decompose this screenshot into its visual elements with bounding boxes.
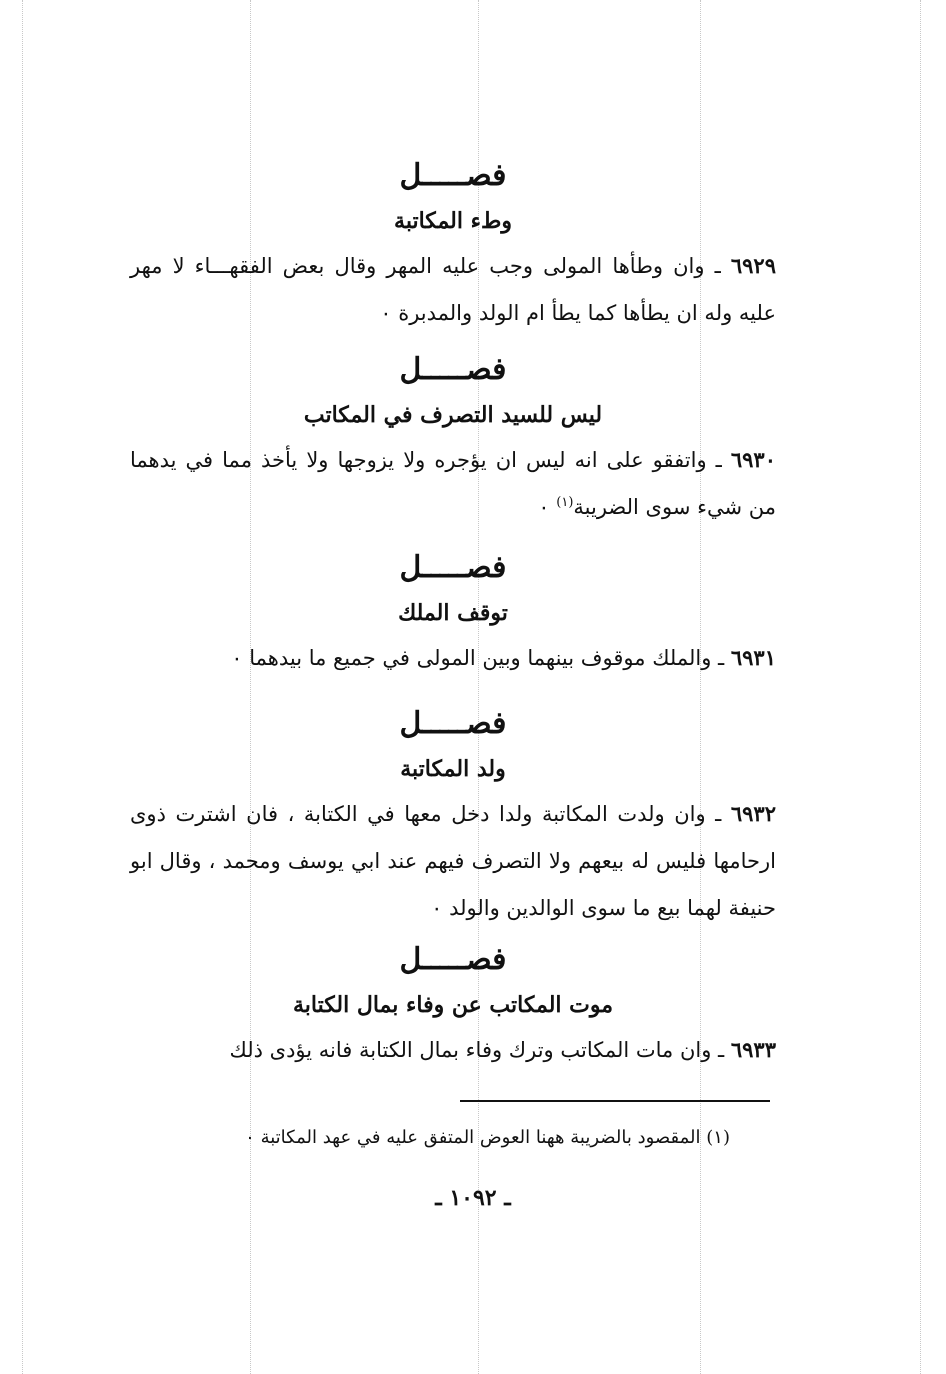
footnote [130,1120,730,1156]
paragraph-text: ـ وان مات المكاتب وترك وفاء بمال الكتابة فانه يؤدى ذلك [229,1038,731,1062]
section-master-no-disposal [130,352,776,531]
section-title: ليس للسيد التصرف في المكاتب [303,402,603,428]
section-title: موت المكاتب عن وفاء بمال الكتابة [292,992,614,1018]
paragraph-number: ٦٩٣٢ [730,801,776,826]
section-heading: فصـــــل [399,550,507,585]
paragraph [130,790,776,932]
section-heading: فصـــــل [399,158,507,193]
page-number: ـ ١٠٩٢ ـ [435,1185,511,1211]
section-title: ولد المكاتبة [400,756,506,782]
section-death-of-mukatab [130,942,776,1074]
section-heading: فصـــــل [399,942,507,977]
section-suspended-ownership [130,550,776,682]
paragraph [130,436,776,531]
footnote-separator [460,1100,770,1102]
footnote-marker: (١) [706,1127,730,1148]
paragraph-number: ٦٩٣٠ [730,447,776,472]
section-mukataba-intercourse [130,158,776,337]
paragraph-text: ـ والملك موقوف بينهما وبين المولى في جميع ما بيدهما ٠ [231,646,731,670]
section-heading: فصـــــل [399,706,507,741]
section-title: وطء المكاتبة [394,208,512,234]
paragraph-number: ٦٩٣٣ [730,1037,776,1062]
scan-artifact-line [920,0,921,1374]
paragraph [130,634,776,682]
footnote-text: المقصود بالضريبة ههنا العوض المتفق عليه في عهد المكاتبة ٠ [245,1127,701,1148]
section-title: توقف الملك [398,600,508,626]
paragraph-text: ـ وان وطأها المولى وجب عليه المهر وقال بعض الفقهـــاء لا مهر عليه وله ان يطأها كما يطأ ام الولد والمدبرة ٠ [130,254,776,325]
section-child-of-mukataba [130,706,776,932]
paragraph-text: ـ واتفقو على انه ليس ان يؤجره ولا يزوجها ولا يأخذ مما في يدهما من شيء سوى الضريبة [130,448,776,519]
paragraph-text: ـ وان ولدت المكاتبة ولدا دخل معها في الكتابة ، فان اشترت ذوى ارحامها فليس له بيعهم ولا التصرف فيهم عند ابي يوسف ومحمد ، وقال ابو حنيفة لهما بيع ما سوى الوالدين والولد ٠ [130,802,776,920]
paragraph-number: ٦٩٣١ [730,645,776,670]
paragraph [130,1026,776,1074]
paragraph [130,242,776,337]
section-heading: فصـــــل [399,352,507,387]
paragraph-number: ٦٩٢٩ [730,253,776,278]
paragraph-text-end: ٠ [538,495,557,519]
footnote-reference: (١) [556,495,574,510]
scan-artifact-line [22,0,23,1374]
